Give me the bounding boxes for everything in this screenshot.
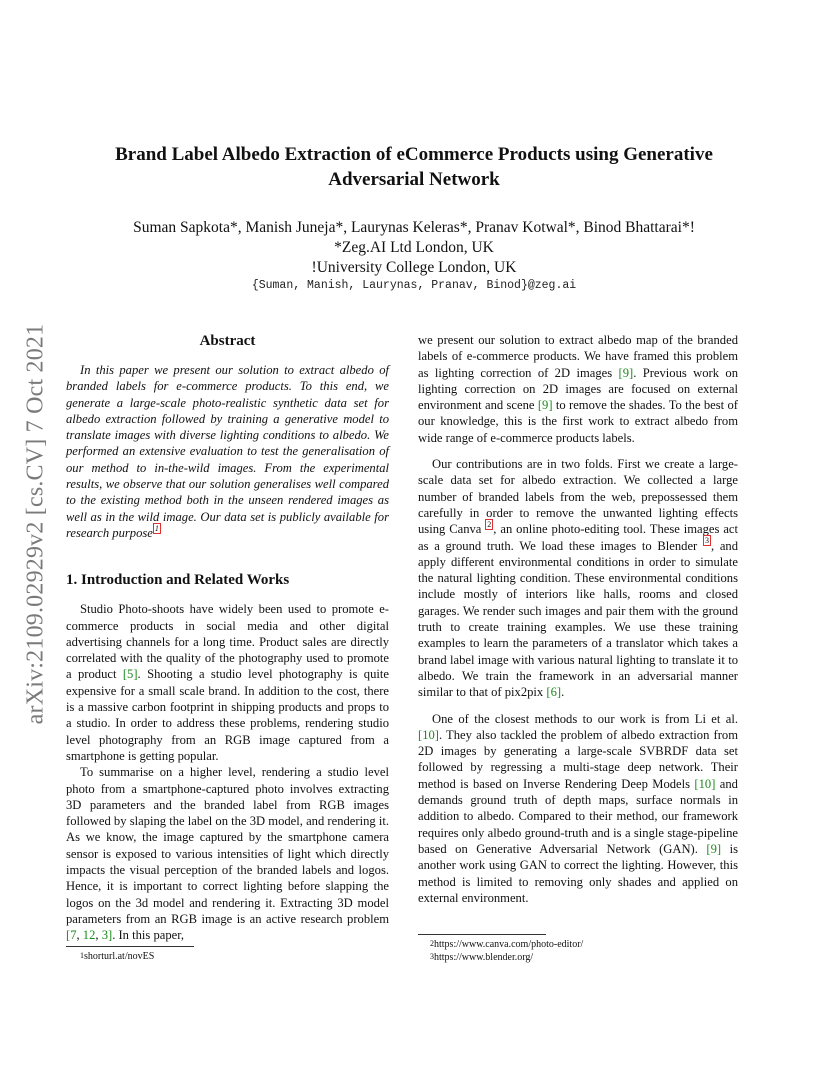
title-line-1: Brand Label Albedo Extraction of eCommerce Products using Generative [115, 144, 713, 165]
abstract-heading: Abstract [199, 333, 256, 349]
affiliation-ucl: !University College London, UK [311, 259, 517, 276]
citation-link[interactable]: [9] [706, 841, 722, 856]
text-run: Studio Photo-shoots have widely been used to promote e-commerce products in social media and other digital advertising channels for a long time. Product sales are directly correlated with the quality of the photography used to promote a product [66, 602, 389, 682]
text-run: , and apply different environmental conditions in order to simulate the natural lighting condition. These environmental conditions include mostly of interiors like halls, rooms and closed garages. We render such images and pair them with the ground truth to create training examples. We use these training examples to learn the parameters of a translator which takes a brand label image with various natural lighting to translate it to albedo. We train the framework in an adversarial manner similar to that of pix2pix [418, 538, 738, 700]
footnote-2 [430, 938, 583, 951]
arxiv-identifier: arXiv:2109.02929v2 [cs.CV] 7 Oct 2021 [22, 323, 49, 725]
text-run: we present our solution to extract albedo map of the branded labels of e-commerce products. We have framed this problem as lighting correction of 2D images [418, 333, 738, 380]
intro-paragraph-2-continued [418, 332, 738, 446]
footnote-divider-right [418, 934, 546, 935]
footnote-mark: 1 [80, 951, 84, 960]
footnote-url[interactable]: https://www.blender.org/ [434, 952, 534, 963]
footnote-link-3[interactable]: 3 [704, 536, 709, 546]
section-heading-introduction: 1. Introduction and Related Works [66, 572, 290, 589]
footnote-url[interactable]: shorturl.at/novES [84, 951, 155, 962]
text-run: . They also tackled the problem of albedo extraction from 2D images by generating a large-scale SVBRDF data set followed by regressing a multi-stage deep network. Their method is based on Inverse Rendering Deep Models [418, 727, 738, 791]
abstract-text [66, 362, 389, 541]
intro-paragraph-related [418, 711, 738, 907]
footnote-divider-left [66, 946, 194, 947]
footnotes-right [430, 938, 583, 964]
left-column [66, 332, 389, 944]
footnote-1 [80, 950, 154, 963]
footnote-link-2[interactable]: 2 [487, 520, 492, 530]
text-run: and demands ground truth of depth maps, surface normals in addition to albedo. Compared to their method, our framework requires only albedo ground-truth and is a single stage-pipeline based on Generative Adversarial Network (GAN). [418, 776, 738, 856]
footnote-mark: 2 [430, 939, 434, 948]
citation-link[interactable]: [6] [546, 685, 562, 700]
author-emails: {Suman, Manish, Laurynas, Pranav, Binod}@zeg.ai [251, 279, 577, 292]
author-block [60, 218, 768, 278]
footnote-mark: 3 [430, 952, 434, 961]
text-run: One of the closest methods to our work is from Li et al. [432, 711, 738, 726]
author-list: Suman Sapkota*, Manish Juneja*, Laurynas Keleras*, Pranav Kotwal*, Binod Bhattarai*! [133, 219, 695, 236]
text-run: . Shooting a studio level photography is quite expensive for a small scale brand. In addition to the cost, there is a massive carbon footprint in shipping products and props to a studio. In order to address these problems, rendering studio level photography from an RGB image captured from a smartphone is getting popular. [66, 667, 389, 763]
right-column [418, 332, 738, 906]
citation-link[interactable]: [9] [618, 365, 634, 380]
text-run: To summarise on a higher level, rendering a studio level photo from a smartphone-captured photo involves extracting 3D parameters and the branded label from RGB images followed by slaping the label on the 3D model, and rendering it. As we know, the image captured by the smartphone camera sensor is exposed to various intensities of light which directly impacts the visual perception of the branded labels and logos. Hence, it is important to correct lighting before slapping the logos on the 3d model and rendering it. Extracting 3D model parameters from an RGB image is an active research problem [66, 765, 389, 926]
abstract-body: In this paper we present our solution to extract albedo of branded labels for e-commerce products. To this end, we generate a large-scale photo-realistic synthetic data set for albedo extraction followed by training a generative model to translate images with diverse lighting conditions to albedo. We performed an extensive evaluation to test the generalisation of our method to in-the-wild images. From the experimental results, we observe that our solution generalises well compared to the existing method both in the unseen rendered images as well as in the wild image. Our data set is publicly available for research purpose [66, 363, 389, 540]
footnote-url[interactable]: https://www.canva.com/photo-editor/ [434, 939, 584, 950]
text-run: . [561, 685, 565, 700]
intro-paragraph-2: To summarise on a higher level, rendering a studio level photo from a smartphone-captured photo involves extracting 3D parameters and the branded label from RGB images followed by slaping the label on the 3D model, and rendering it. As we know, the image captured by the smartphone camera sensor is exposed to various intensities of light which directly impacts the visual perception of the branded labels and logos. Hence, it is important to correct lighting before slapping the logos on the 3d model and rendering it. Extracting 3D model parameters from an RGB image is an active research problem [7, 12, 3]. In this paper, [66, 765, 389, 943]
intro-paragraph-contributions [418, 456, 738, 700]
text-run: Our contributions are in two folds. First we create a large-scale data set for albedo extraction. We collected a large number of branded labels from the web, prepossessed them carefully in order to remove the unwanted lighting effects using Canva [418, 457, 738, 537]
citation-link[interactable]: [7 [66, 928, 77, 943]
title-line-2: Adversarial Network [328, 169, 500, 190]
footnote-link-1[interactable]: 1 [154, 523, 159, 533]
paper-title [60, 142, 768, 192]
citation-link[interactable]: [10] [694, 776, 716, 791]
citation-link[interactable]: [5] [122, 667, 138, 682]
text-run: . Previous work on lighting correction on 2D images are focused on external environment and scene [418, 365, 738, 413]
affiliation-zeg: *Zeg.AI Ltd London, UK [334, 239, 494, 256]
text-run: is another work using GAN to correct the lighting. However, this method is limited to removing only shades and applied on external environment. [418, 841, 738, 905]
citation-link[interactable]: [9] [537, 398, 553, 413]
citation-link[interactable]: 3] [101, 928, 113, 943]
text-run: to remove the shades. To the best of our knowledge, this is the first work to extract albedo from wide range of e-commerce products labels. [418, 398, 738, 445]
text-run: . In this paper, [112, 928, 185, 943]
citation-link[interactable]: [10] [418, 727, 439, 742]
citation-link[interactable]: 12 [82, 928, 96, 943]
text-run: , an online photo-editing tool. These images act as a ground truth. We load these images to Blender [418, 522, 738, 553]
footnote-3 [430, 951, 583, 964]
intro-paragraph-1 [66, 601, 389, 764]
arxiv-stamp [24, 296, 48, 752]
